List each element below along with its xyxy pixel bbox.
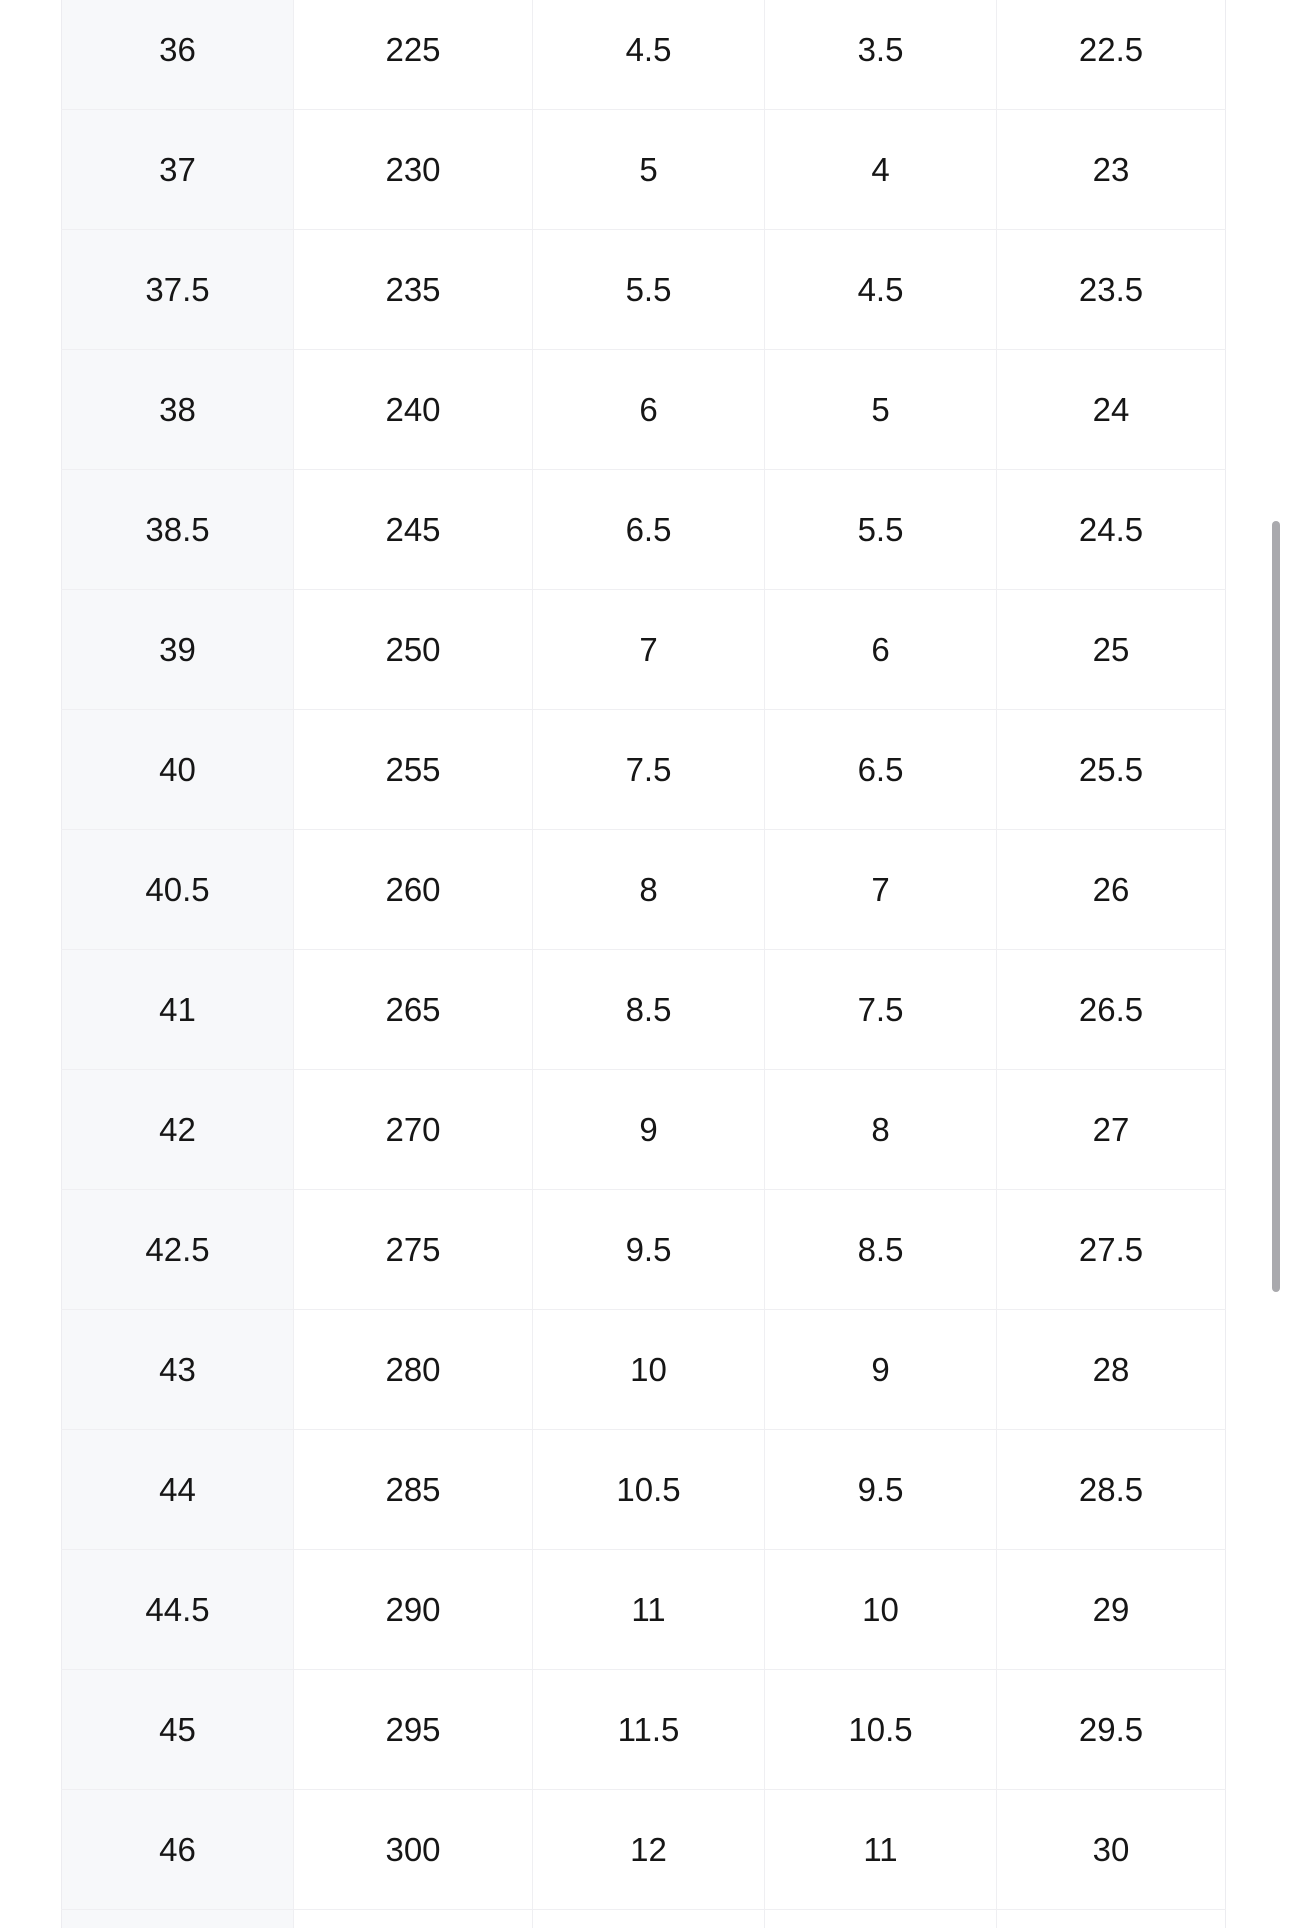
uk-size-cell: 4 <box>765 110 997 230</box>
mm-size-cell: 265 <box>294 950 533 1070</box>
table-row <box>62 1070 1226 1190</box>
us-size-cell: 6 <box>533 350 765 470</box>
us-size-cell: 6.5 <box>533 470 765 590</box>
uk-size-cell: 11 <box>765 1790 997 1910</box>
us-size-cell: 11 <box>533 1550 765 1670</box>
mm-size-cell: 270 <box>294 1070 533 1190</box>
mm-size-cell: 245 <box>294 470 533 590</box>
uk-size-cell: 6 <box>765 590 997 710</box>
size-chart-table <box>61 0 1226 1928</box>
mm-size-cell: 290 <box>294 1550 533 1670</box>
mm-size-cell: 255 <box>294 710 533 830</box>
uk-size-cell: 6.5 <box>765 710 997 830</box>
eu-size-cell: 46 <box>62 1790 294 1910</box>
us-size-cell: 12 <box>533 1790 765 1910</box>
table-row <box>62 1430 1226 1550</box>
uk-size-cell: 9.5 <box>765 1430 997 1550</box>
eu-size-cell: 45 <box>62 1670 294 1790</box>
scrollbar-thumb[interactable] <box>1272 521 1280 1292</box>
uk-size-cell: 3.5 <box>765 0 997 110</box>
us-size-cell: 7 <box>533 590 765 710</box>
cm-size-cell: 23.5 <box>997 230 1226 350</box>
us-size-cell: 5 <box>533 110 765 230</box>
cm-size-cell: 28 <box>997 1310 1226 1430</box>
mm-size-cell: 295 <box>294 1670 533 1790</box>
eu-size-cell: 44 <box>62 1430 294 1550</box>
eu-size-cell <box>62 1910 294 1928</box>
table-row <box>62 1190 1226 1310</box>
size-chart-body <box>62 0 1226 1928</box>
cm-size-cell: 25 <box>997 590 1226 710</box>
table-row <box>62 470 1226 590</box>
eu-size-cell: 39 <box>62 590 294 710</box>
us-size-cell <box>533 1910 765 1928</box>
uk-size-cell: 8 <box>765 1070 997 1190</box>
eu-size-cell: 43 <box>62 1310 294 1430</box>
eu-size-cell: 41 <box>62 950 294 1070</box>
table-row <box>62 1310 1226 1430</box>
cm-size-cell: 24 <box>997 350 1226 470</box>
mm-size-cell: 240 <box>294 350 533 470</box>
uk-size-cell: 10.5 <box>765 1670 997 1790</box>
uk-size-cell <box>765 1910 997 1928</box>
us-size-cell: 5.5 <box>533 230 765 350</box>
eu-size-cell: 38.5 <box>62 470 294 590</box>
cm-size-cell: 28.5 <box>997 1430 1226 1550</box>
cm-size-cell: 26 <box>997 830 1226 950</box>
table-row <box>62 830 1226 950</box>
cm-size-cell: 26.5 <box>997 950 1226 1070</box>
cm-size-cell: 22.5 <box>997 0 1226 110</box>
uk-size-cell: 5 <box>765 350 997 470</box>
table-row <box>62 0 1226 110</box>
vertical-scrollbar[interactable] <box>1270 0 1290 1928</box>
mm-size-cell: 300 <box>294 1790 533 1910</box>
cm-size-cell: 30 <box>997 1790 1226 1910</box>
us-size-cell: 9.5 <box>533 1190 765 1310</box>
us-size-cell: 4.5 <box>533 0 765 110</box>
table-row <box>62 590 1226 710</box>
cm-size-cell <box>997 1910 1226 1928</box>
table-row-partial <box>62 1910 1226 1928</box>
cm-size-cell: 25.5 <box>997 710 1226 830</box>
uk-size-cell: 7 <box>765 830 997 950</box>
mm-size-cell <box>294 1910 533 1928</box>
us-size-cell: 10 <box>533 1310 765 1430</box>
eu-size-cell: 42 <box>62 1070 294 1190</box>
us-size-cell: 7.5 <box>533 710 765 830</box>
mm-size-cell: 230 <box>294 110 533 230</box>
table-row <box>62 710 1226 830</box>
uk-size-cell: 4.5 <box>765 230 997 350</box>
uk-size-cell: 10 <box>765 1550 997 1670</box>
us-size-cell: 9 <box>533 1070 765 1190</box>
table-row <box>62 950 1226 1070</box>
eu-size-cell: 37 <box>62 110 294 230</box>
cm-size-cell: 29.5 <box>997 1670 1226 1790</box>
mm-size-cell: 225 <box>294 0 533 110</box>
cm-size-cell: 27 <box>997 1070 1226 1190</box>
eu-size-cell: 44.5 <box>62 1550 294 1670</box>
table-row <box>62 1790 1226 1910</box>
table-row <box>62 350 1226 470</box>
table-row <box>62 1550 1226 1670</box>
table-row <box>62 230 1226 350</box>
mm-size-cell: 250 <box>294 590 533 710</box>
cm-size-cell: 23 <box>997 110 1226 230</box>
mm-size-cell: 285 <box>294 1430 533 1550</box>
cm-size-cell: 29 <box>997 1550 1226 1670</box>
mm-size-cell: 235 <box>294 230 533 350</box>
eu-size-cell: 36 <box>62 0 294 110</box>
uk-size-cell: 8.5 <box>765 1190 997 1310</box>
mm-size-cell: 280 <box>294 1310 533 1430</box>
uk-size-cell: 7.5 <box>765 950 997 1070</box>
table-row <box>62 1670 1226 1790</box>
eu-size-cell: 37.5 <box>62 230 294 350</box>
us-size-cell: 11.5 <box>533 1670 765 1790</box>
cm-size-cell: 24.5 <box>997 470 1226 590</box>
table-row <box>62 110 1226 230</box>
mm-size-cell: 260 <box>294 830 533 950</box>
eu-size-cell: 40.5 <box>62 830 294 950</box>
mm-size-cell: 275 <box>294 1190 533 1310</box>
uk-size-cell: 9 <box>765 1310 997 1430</box>
us-size-cell: 8.5 <box>533 950 765 1070</box>
eu-size-cell: 38 <box>62 350 294 470</box>
uk-size-cell: 5.5 <box>765 470 997 590</box>
eu-size-cell: 42.5 <box>62 1190 294 1310</box>
eu-size-cell: 40 <box>62 710 294 830</box>
cm-size-cell: 27.5 <box>997 1190 1226 1310</box>
us-size-cell: 8 <box>533 830 765 950</box>
us-size-cell: 10.5 <box>533 1430 765 1550</box>
